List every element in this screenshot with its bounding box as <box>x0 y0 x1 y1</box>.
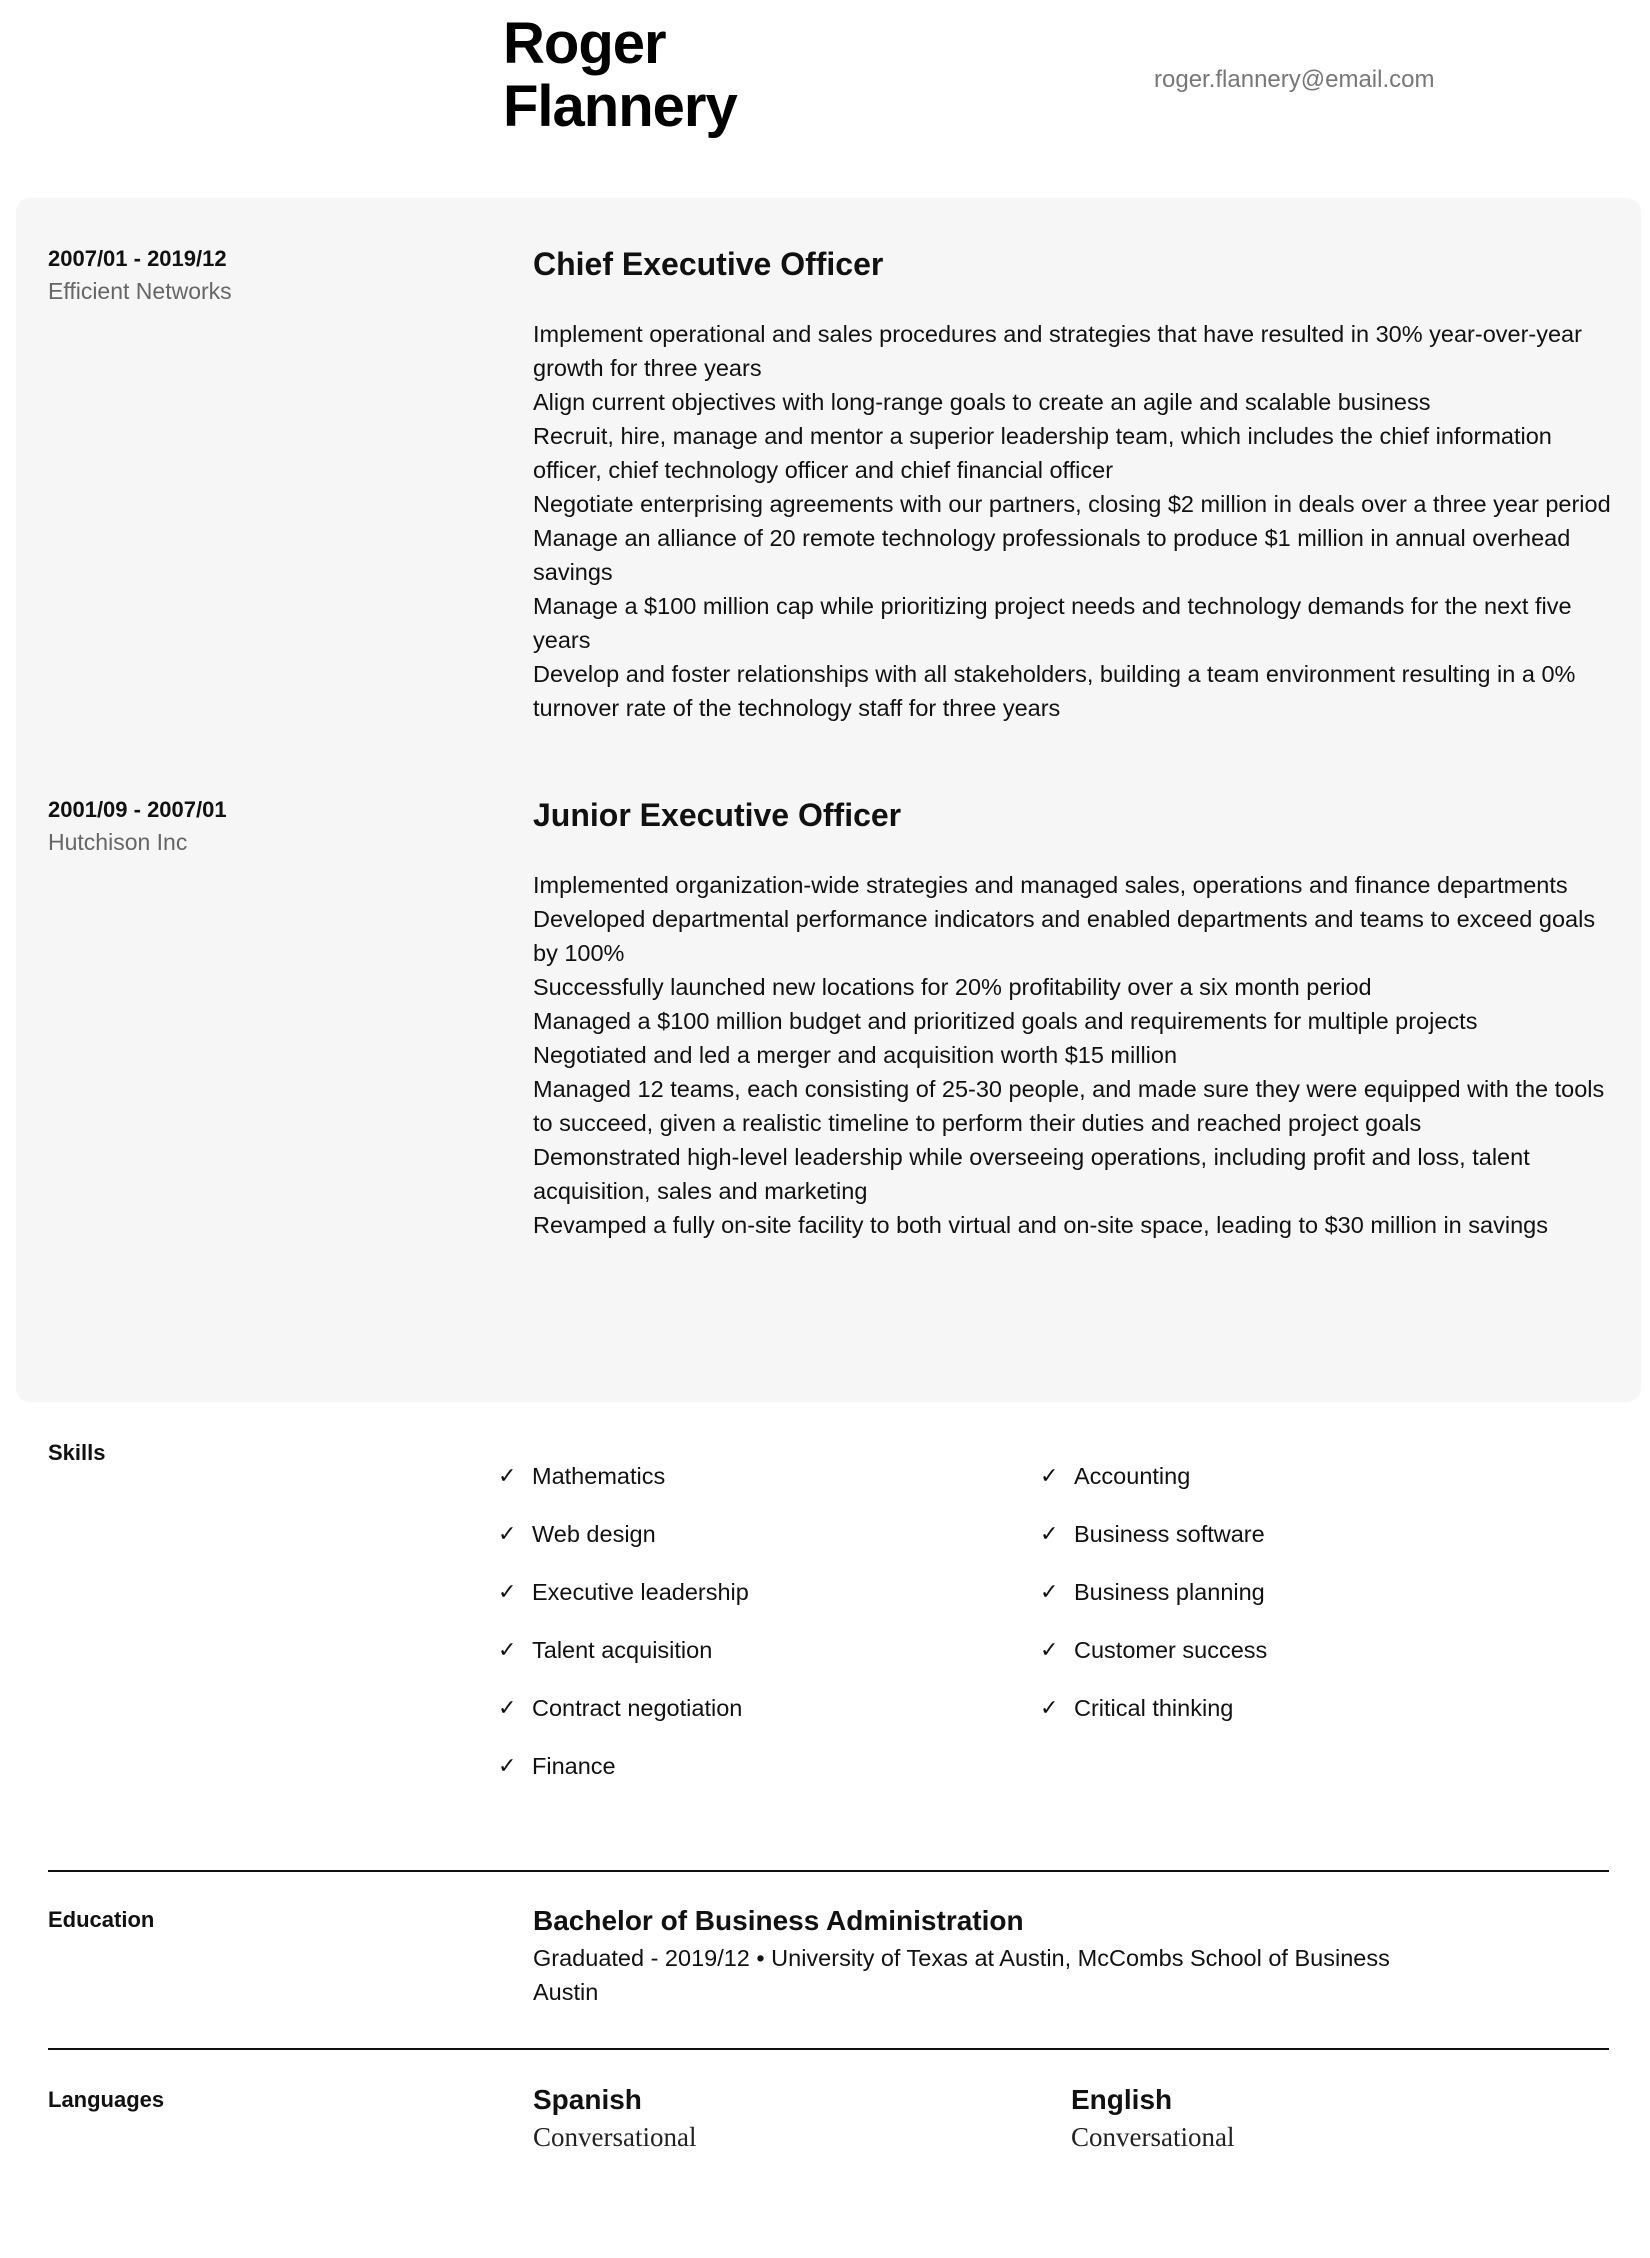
skill-item <box>498 1633 749 1667</box>
job-bullet: Implemented organization-wide strategies and managed sales, operations and finance departments <box>533 872 1568 898</box>
check-icon: ✓ <box>498 1637 517 1662</box>
skill-item <box>498 1749 749 1783</box>
job-title: Chief Executive Officer <box>533 246 884 282</box>
education-location: Austin <box>533 1979 599 2005</box>
job-bullet: Manage an alliance of 20 remote technology professionals to produce $1 million in annual overhead savings <box>533 525 1571 585</box>
job-bullet: Recruit, hire, manage and mentor a superior leadership team, which includes the chief information officer, chief technology officer and chief financial officer <box>533 423 1552 483</box>
skill-item <box>498 1459 749 1493</box>
languages-label: Languages <box>48 2087 165 2112</box>
job-1 <box>533 246 1613 725</box>
skills-column-1 <box>498 1459 749 1807</box>
language-level: Conversational <box>1071 2122 1235 2152</box>
job-2 <box>533 797 1613 1242</box>
skill-item <box>1040 1575 1267 1609</box>
job-bullet: Revamped a fully on-site facility to both virtual and on-site space, leading to $30 million in savings <box>533 1212 1548 1238</box>
skill-label: Executive leadership <box>532 1578 749 1605</box>
degree: Bachelor of Business Administration <box>533 1905 1024 1936</box>
job-bullet: Align current objectives with long-range goals to create an agile and scalable business <box>533 389 1431 415</box>
job-bullet: Manage a $100 million cap while prioritizing project needs and technology demands for the next five years <box>533 593 1572 653</box>
skill-label: Mathematics <box>532 1462 666 1489</box>
job-bullet: Successfully launched new locations for 20% profitability over a six month period <box>533 974 1372 1000</box>
skill-label: Web design <box>532 1520 656 1547</box>
skill-label: Business planning <box>1074 1578 1265 1605</box>
check-icon: ✓ <box>498 1463 517 1488</box>
check-icon: ✓ <box>1040 1637 1059 1662</box>
job-title: Junior Executive Officer <box>533 797 902 833</box>
check-icon: ✓ <box>1040 1521 1059 1546</box>
candidate-name <box>503 12 737 138</box>
skills-column-2 <box>1040 1459 1267 1749</box>
job-dates: 2007/01 - 2019/12 <box>48 246 227 271</box>
skills-label: Skills <box>48 1440 106 1465</box>
divider <box>48 1870 1609 1872</box>
skill-label: Critical thinking <box>1074 1694 1234 1721</box>
job-bullet: Negotiated and led a merger and acquisition worth $15 million <box>533 1042 1178 1068</box>
check-icon: ✓ <box>498 1695 517 1720</box>
check-icon: ✓ <box>498 1753 517 1778</box>
job-2-meta <box>48 797 227 856</box>
language-name: Spanish <box>533 2084 642 2115</box>
skill-item <box>1040 1459 1267 1493</box>
first-name: Roger <box>503 11 666 76</box>
job-bullet: Managed a $100 million budget and prioritized goals and requirements for multiple projects <box>533 1008 1478 1034</box>
skill-label: Talent acquisition <box>532 1636 713 1663</box>
job-bullets <box>533 317 1613 725</box>
last-name: Flannery <box>503 74 737 139</box>
job-bullets <box>533 868 1613 1242</box>
job-bullet: Implement operational and sales procedures and strategies that have resulted in 30% year-over-year growth for three years <box>533 321 1582 381</box>
job-1-meta <box>48 246 232 305</box>
check-icon: ✓ <box>1040 1579 1059 1604</box>
job-company: Hutchison Inc <box>48 829 188 855</box>
skill-label: Business software <box>1074 1520 1265 1547</box>
language-name: English <box>1071 2084 1173 2115</box>
check-icon: ✓ <box>1040 1463 1059 1488</box>
job-dates: 2001/09 - 2007/01 <box>48 797 227 822</box>
job-company: Efficient Networks <box>48 278 232 304</box>
language-item <box>533 2084 696 2153</box>
skill-label: Accounting <box>1074 1462 1191 1489</box>
skill-label: Contract negotiation <box>532 1694 743 1721</box>
check-icon: ✓ <box>1040 1695 1059 1720</box>
check-icon: ✓ <box>498 1521 517 1546</box>
skill-item <box>498 1575 749 1609</box>
skill-item <box>1040 1691 1267 1725</box>
job-bullet: Develop and foster relationships with all stakeholders, building a team environment resulting in a 0% turnover rate of the technology staff for three years <box>533 661 1576 721</box>
education-entry <box>533 1905 1390 2009</box>
education-details: Graduated - 2019/12 • University of Texas at Austin, McCombs School of Business <box>533 1945 1390 1971</box>
email-link[interactable]: roger.flannery@email.com <box>1154 66 1435 93</box>
language-item <box>1071 2084 1234 2153</box>
divider <box>48 2048 1609 2050</box>
language-level: Conversational <box>533 2122 697 2152</box>
skill-item <box>1040 1517 1267 1551</box>
skill-label: Customer success <box>1074 1636 1268 1663</box>
check-icon: ✓ <box>498 1579 517 1604</box>
job-bullet: Negotiate enterprising agreements with our partners, closing $2 million in deals over a three year period <box>533 491 1611 517</box>
skill-item <box>498 1691 749 1725</box>
skill-label: Finance <box>532 1752 616 1779</box>
job-bullet: Developed departmental performance indicators and enabled departments and teams to exceed goals by 100% <box>533 906 1596 966</box>
job-bullet: Demonstrated high-level leadership while overseeing operations, including profit and loss, talent acquisition, sales and marketing <box>533 1144 1530 1204</box>
job-bullet: Managed 12 teams, each consisting of 25-30 people, and made sure they were equipped with the tools to succeed, given a realistic timeline to perform their duties and reached project goals <box>533 1076 1605 1136</box>
education-label: Education <box>48 1907 155 1932</box>
skill-item <box>498 1517 749 1551</box>
skill-item <box>1040 1633 1267 1667</box>
